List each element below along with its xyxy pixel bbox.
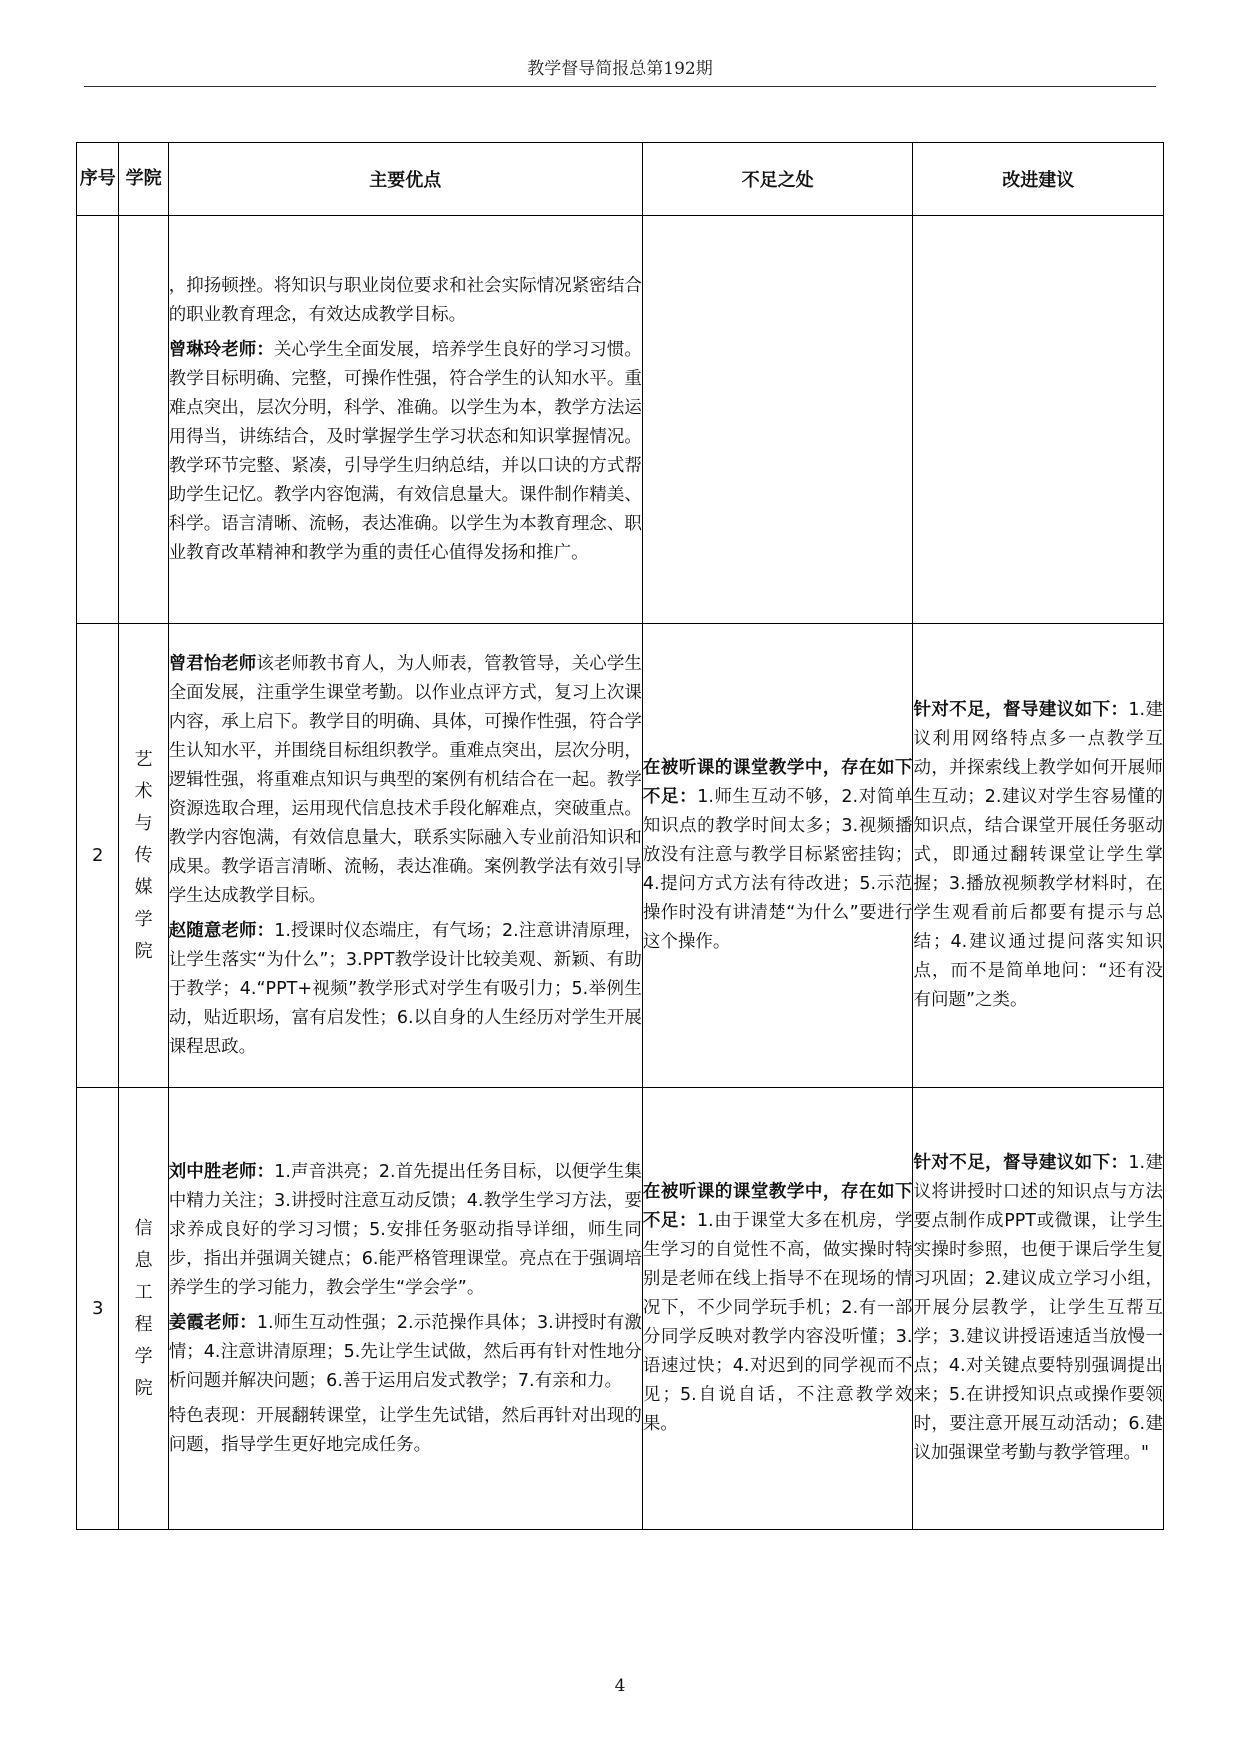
row-number: 2: [77, 624, 119, 1088]
strengths-paragraph: [169, 336, 642, 568]
table-row: [77, 216, 1164, 624]
weakness-text: 1.师生互动不够，2.对简单知识点的教学时间太多；3.视频播放没有注意与教学目标紧密挂钩；4.提问方式方法有待改进；5.示范操作时没有讲清楚“为什么”要进行这个操作。: [642, 787, 913, 952]
strengths-paragraph: ，抑扬顿挫。将知识与职业岗位要求和社会实际情况紧密结合的职业教育理念，有效达成教学目标。: [168, 275, 642, 325]
weakness-lead: 在被听课的课堂教学中，存在如下不足：: [642, 758, 913, 807]
header-no: 序号: [77, 143, 119, 216]
teacher-comment: 关心学生全面发展，培养学生良好的学习习惯。教学目标明确、完整，可操作性强，符合学生的认知水平。重难点突出，层次分明，科学、准确。以学生为本，教学方法运用得当，讲练结合，及时掌握学生学习状态和知识掌握情况。教学环节完整、紧凑，引导学生归纳总结，并以口诀的方式帮助学生记忆。教学内容饱满，有效信息量大。课件制作精美、科学。语言清晰、流畅，表达准确。以学生为本教育理念、职业教育改革精神和教学为重的责任心值得发扬和推广。: [168, 339, 642, 563]
suggestion-text: 1.建议将讲授时口述的知识点与方法要点制作成PPT或微课，让学生实操时参照，也便于课后学生复习巩固；2.建议成立学习小组，开展分层教学，让学生互帮互学；3.建议讲授语速适当放慢一点；4.对关键点要特别强调提出来；5.在讲授知识点或操作要领时，要注意开展互动活动；6.建议加强课堂考勤与教学管理。": [913, 1153, 1163, 1463]
teacher-name: 曾君怡老师: [168, 653, 257, 674]
page-number: 4: [614, 1676, 626, 1696]
table-row: [77, 624, 1164, 1088]
strengths-paragraph: [169, 1309, 642, 1396]
strengths-cell: [168, 216, 642, 624]
feature-paragraph: 特色表现：开展翻转课堂，让学生先试错，然后再针对出现的问题，指导学生更好地完成任务。: [168, 1405, 642, 1455]
evaluation-table: [76, 142, 1164, 1530]
teacher-comment: 1.师生互动性强；2.示范操作具体；3.讲授时有激情；4.注意讲清原理；5.先让学生试做，然后再有针对性地分析问题并解决问题；6.善于运用启发式教学；7.有亲和力。: [168, 1312, 642, 1391]
table-row: [77, 1088, 1164, 1530]
teacher-name: 刘中胜老师：: [168, 1161, 275, 1182]
suggestions-cell: [913, 1088, 1164, 1530]
header-suggestions: 改进建议: [913, 143, 1164, 216]
weakness-lead: 在被听课的课堂教学中，存在如下不足：: [642, 1182, 913, 1231]
table-header-row: [77, 143, 1164, 216]
suggestions-cell: [913, 624, 1164, 1088]
header-weaknesses: 不足之处: [642, 143, 913, 216]
teacher-name: 姜霞老师：: [168, 1312, 257, 1333]
header-college: 学院: [119, 143, 168, 216]
teacher-name: 赵随意老师：: [168, 920, 275, 941]
row-college: 信 息 工 程 学 院: [119, 1088, 168, 1530]
strengths-paragraph: [169, 650, 642, 911]
suggestions-cell: [913, 216, 1164, 624]
weaknesses-cell: [642, 624, 913, 1088]
row-number: [77, 216, 119, 624]
strengths-paragraph: [169, 917, 642, 1062]
row-number: 3: [77, 1088, 119, 1530]
strengths-cell: [168, 624, 642, 1088]
teacher-comment: 该老师教书育人，为人师表，管教管导，关心学生全面发展，注重学生课堂考勤。以作业点评方式，复习上次课内容，承上启下。教学目的明确、具体，可操作性强，符合学生认知水平，并围绕目标组织教学。重难点突出，层次分明，逻辑性强，将重难点知识与典型的案例有机结合在一起。教学资源选取合理，运用现代信息技术手段化解难点，突破重点。教学内容饱满，有效信息量大，联系实际融入专业前沿知识和成果。教学语言清晰、流畅，表达准确。案例教学法有效引导学生达成教学目标。: [168, 653, 642, 906]
header-strengths: 主要优点: [168, 143, 642, 216]
teacher-comment: 1.授课时仪态端庄，有气场；2.注意讲清原理，让学生落实“为什么”；3.PPT教学设计比较美观、新颖、有助于教学；4.“PPT+视频”教学形式对学生有吸引力；5.举例生动，贴近职场，富有启发性；6.以自身的人生经历对学生开展课程思政。: [168, 920, 642, 1057]
teacher-name: 曾琳玲老师：: [168, 339, 274, 360]
row-college: 艺 术 与 传 媒 学 院: [119, 624, 168, 1088]
weaknesses-cell: [642, 216, 913, 624]
strengths-cell: [168, 1088, 642, 1530]
suggestion-text: 1.建议利用网络特点多一点教学互动，并探索线上教学如何开展师生互动；2.建议对学生容易懂的知识点，结合课堂开展任务驱动式，即通过翻转课堂让学生掌握；3.播放视频教学材料时，在学生观看前后都要有提示与总结；4.建议通过提问落实知识点，而不是简单地问：“还有没有问题”之类。: [913, 700, 1163, 1010]
weaknesses-cell: [642, 1088, 913, 1530]
suggestion-lead: 针对不足，督导建议如下：: [913, 1153, 1129, 1173]
suggestion-lead: 针对不足，督导建议如下：: [913, 700, 1129, 720]
header-divider: [84, 86, 1156, 87]
weakness-text: 1.由于课堂大多在机房，学生学习的自觉性不高，做实操时特别是老师在线上指导不在现场的情况下，不少同学玩手机；2.有一部分同学反映对教学内容没听懂；3.语速过快；4.对迟到的同学视而不见；5.自说自话，不注意教学效果。: [642, 1211, 913, 1434]
row-college: [119, 216, 168, 624]
strengths-paragraph: [169, 1158, 642, 1303]
teacher-comment: 1.声音洪亮；2.首先提出任务目标，以便学生集中精力关注；3.讲授时注意互动反馈；4.教学生学习方法，要求养成良好的学习习惯；5.安排任务驱动指导详细，师生同步，指出并强调关键点；6.能严格管理课堂。亮点在于强调培养学生的学习能力，教会学生“学会学”。: [168, 1161, 642, 1298]
page-header-title: 教学督导简报总第192期: [527, 59, 713, 79]
